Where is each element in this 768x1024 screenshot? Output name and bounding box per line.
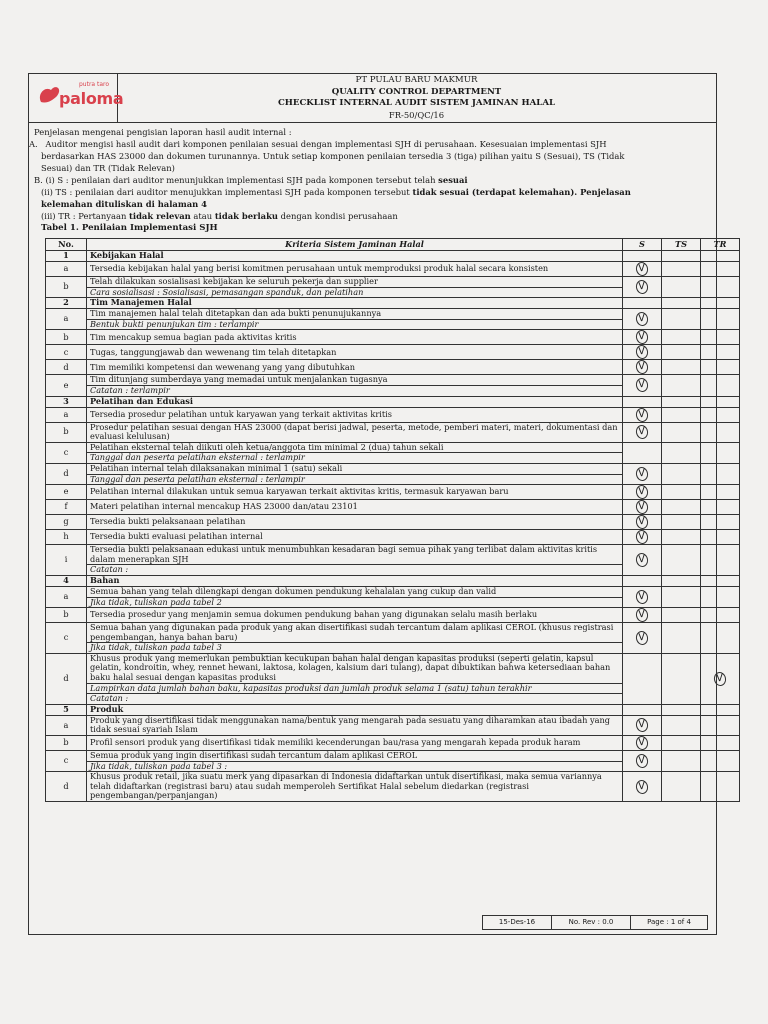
cell-ts [662,298,701,309]
check-mark-icon: V [635,630,650,646]
criteria-letter: d [46,360,87,375]
criteria-letter: d [46,653,87,704]
cell-tr [701,463,740,484]
criteria-letter: a [46,407,87,422]
cell-ts [662,422,701,442]
cell-ts [662,442,701,463]
cell-tr [701,772,740,802]
cell-s [623,396,662,407]
cell-tr [701,309,740,330]
cell-s [623,736,662,751]
department-name: QUALITY CONTROL DEPARTMENT [331,86,502,97]
cell-ts [662,463,701,484]
table-row [46,463,740,474]
criteria-note: Jika tidak, tuliskan pada tabel 2 [87,597,623,608]
cell-ts [662,623,701,654]
instruction-b-ii-bold2: kelemahan dituliskan di halaman 4 [41,199,207,209]
table-row [46,586,740,597]
check-mark-icon: V [713,671,728,687]
check-mark-icon: V [635,717,650,733]
cell-ts [662,586,701,607]
table-title: Tabel 1. Penilaian Implementasi SJH [41,223,218,233]
table-row [46,277,740,288]
cell-ts [662,715,701,735]
cell-s [623,704,662,715]
cell-s [623,575,662,586]
section-row [46,704,740,715]
logo-tagline: putra taro [79,81,110,88]
criteria-text: Pelatihan eksternal telah diikuti oleh ketua/anggota tim minimal 2 (dua) tahun sekali [87,442,623,453]
criteria-note: Cara sosialisasi : Sosialisasi, pemasangan spanduk, dan pelatihan [87,287,623,298]
criteria-note: Jika tidak, tuliskan pada tabel 3 : [87,761,623,772]
instruction-a-line1: Auditor mengisi hasil audit dari komponen penilaian sesuai dengan implementasi SJH di perusahaan. Kesesuaian implementasi SJH [45,139,607,149]
cell-tr [701,375,740,396]
check-mark-icon: V [635,753,650,769]
criteria-letter: d [46,463,87,484]
cell-ts [662,545,701,576]
criteria-letter: a [46,262,87,277]
table-row [46,262,740,277]
table-row [46,715,740,735]
criteria-letter: a [46,309,87,330]
check-mark-icon: V [635,529,650,545]
cell-s [623,442,662,463]
instruction-b-iii-post: dengan kondisi perusahaan [280,211,398,221]
cell-ts [662,309,701,330]
cell-s [623,345,662,360]
instruction-a-line2: berdasarkan HAS 23000 dan dokumen turunannya. Untuk setiap komponen penilaian tersedia 3 (tiga) pilihan yaitu S (Sesuai), TS (Tidak [41,151,625,161]
criteria-note: Tanggal dan peserta pelatihan eksternal : terlampir [87,474,623,485]
table-row [46,653,740,683]
table-row [46,772,740,802]
company-name: PT PULAU BARU MAKMUR [355,75,478,85]
cell-s [623,330,662,345]
table-row [46,623,740,643]
criteria-letter: c [46,442,87,463]
instruction-b-i [34,174,716,186]
criteria-note: Bentuk bukti penunjukan tim : terlampir [87,319,623,330]
cell-ts [662,330,701,345]
cell-s [623,422,662,442]
criteria-letter: c [46,345,87,360]
criteria-text: Materi pelatihan internal mencakup HAS 23000 dan/atau 23101 [87,500,623,515]
criteria-text: Tim ditunjang sumberdaya yang memadai untuk menjalankan tugasnya [87,375,623,386]
criteria-text: Tim memiliki kompetensi dan wewenang yang yang dibutuhkan [87,360,623,375]
instruction-a [29,138,716,150]
cell-ts [662,608,701,623]
criteria-letter: b [46,422,87,442]
check-mark-icon: V [635,484,650,500]
criteria-text: Tersedia bukti pelaksanaan edukasi untuk menumbuhkan kesadaran bagi semua pihak yang terlibat dalam aktivitas kritis dalam menerapkan SJH [87,545,623,565]
cell-s [623,586,662,607]
criteria-text: Tersedia bukti pelaksanaan pelatihan [87,515,623,530]
cell-s [623,309,662,330]
instruction-b-ii-text: (ii) TS : penilaian dari auditor menujukkan implementasi SJH pada komponen tersebut [41,187,410,197]
cell-tr [701,515,740,530]
criteria-text: Semua bahan yang digunakan pada produk yang akan disertifikasi sudah tercantum dalam aplikasi CEROL (khusus registrasi pengembangan, hanya bahan baru) [87,623,623,643]
check-mark-icon: V [635,377,650,393]
instruction-a-letter: A. [29,139,38,149]
col-header-tr: TR [701,239,740,251]
cell-tr [701,442,740,463]
cell-ts [662,500,701,515]
section-title: Produk [87,704,623,715]
cell-s [623,530,662,545]
table-row [46,309,740,320]
criteria-letter: b [46,330,87,345]
cell-ts [662,530,701,545]
instruction-b-ii-bold: tidak sesuai (terdapat kelemahan). Penjelasan [412,187,631,197]
criteria-text: Tim mencakup semua bagian pada aktivitas kritis [87,330,623,345]
cell-tr [701,704,740,715]
check-mark-icon: V [635,344,650,360]
cell-ts [662,360,701,375]
section-row [46,396,740,407]
criteria-letter: a [46,586,87,607]
section-number: 1 [46,251,87,262]
check-mark-icon: V [635,735,650,751]
cell-ts [662,772,701,802]
criteria-letter: b [46,608,87,623]
criteria-text: Semua bahan yang telah dilengkapi dengan dokumen pendukung kehalalan yang cukup dan valid [87,586,623,597]
criteria-letter: b [46,736,87,751]
checklist-table [45,238,740,802]
cell-s [623,545,662,576]
cell-s [623,463,662,484]
check-mark-icon: V [635,279,650,295]
instruction-b-iii-bold2: tidak berlaku [214,211,278,221]
document-frame [28,73,727,935]
cell-tr [701,530,740,545]
cell-s [623,360,662,375]
check-mark-icon: V [635,499,650,515]
table-row [46,608,740,623]
cell-s [623,375,662,396]
cell-s [623,772,662,802]
cell-s [623,623,662,654]
instruction-b-iii [34,210,716,222]
cell-s [623,751,662,772]
check-mark-icon: V [635,552,650,568]
table-row [46,515,740,530]
instruction-a-line3: Sesuai) dan TR (Tidak Relevan) [41,163,175,173]
document-header [29,74,716,123]
col-header-criteria: Kriteria Sistem Jaminan Halal [87,239,623,251]
criteria-text: Prosedur pelatihan sesuai dengan HAS 23000 (dapat berisi jadwal, peserta, metode, pemberi materi, materi, dokumentasi dan evaluasi kelulusan) [87,422,623,442]
cell-tr [701,330,740,345]
cell-tr [701,251,740,262]
cell-ts [662,277,701,298]
cell-tr [701,653,740,704]
check-mark-icon: V [635,311,650,327]
criteria-letter: d [46,772,87,802]
criteria-note: Catatan : terlampir [87,385,623,396]
footer-date: 15-Des-16 [483,916,552,929]
criteria-text: Tersedia prosedur pelatihan untuk karyawan yang terkait aktivitas kritis [87,407,623,422]
criteria-text: Semua produk yang ingin disertifikasi sudah tercantum dalam aplikasi CEROL [87,751,623,762]
instruction-b-iii-mid: atau [193,211,213,221]
criteria-text: Tersedia prosedur yang menjamin semua dokumen pendukung bahan yang digunakan selalu masih berlaku [87,608,623,623]
section-title: Kebijakan Halal [87,251,623,262]
table-row [46,360,740,375]
cell-tr [701,623,740,654]
cell-tr [701,396,740,407]
cell-tr [701,575,740,586]
criteria-text: Tersedia bukti evaluasi pelatihan internal [87,530,623,545]
check-mark-icon: V [635,514,650,530]
company-logo [29,74,124,122]
check-mark-icon: V [635,779,650,795]
table-row [46,736,740,751]
criteria-text: Produk yang disertifikasi tidak menggunakan nama/bentuk yang mengarah pada sesuatu yang diharamkan atau ibadah yang tidak sesuai syariah Islam [87,715,623,735]
cell-tr [701,360,740,375]
table-row [46,530,740,545]
cell-s [623,298,662,309]
cell-s [623,500,662,515]
cell-ts [662,375,701,396]
cell-tr [701,586,740,607]
cell-ts [662,345,701,360]
check-mark-icon: V [635,406,650,422]
criteria-text: Khusus produk yang memerlukan pembuktian kecukupan bahan halal dengan kapasitas produksi (seperti gelatin, kapsul gelatin, kondroitin, whey, rennet hewani, laktosa, kolagen, kalsium dari tulang), dapat dibuktikan bahwa ketersediaan bahan baku halal sesuai dengan kapasitas produksi [87,653,623,683]
section-number: 2 [46,298,87,309]
criteria-note: Jika tidak, tuliskan pada tabel 3 [87,643,623,654]
cell-ts [662,704,701,715]
cell-tr [701,545,740,576]
instruction-b-iii-pre: (iii) TR : Pertanyaan [41,211,127,221]
instruction-b-ii [34,186,716,198]
instruction-b-ii-cont [34,198,716,210]
criteria-note: Tanggal dan peserta pelatihan eksternal : terlampir [87,453,623,464]
table-row [46,545,740,565]
criteria-text: Tersedia kebijakan halal yang berisi komitmen perusahaan untuk memproduksi produk halal secara konsisten [87,262,623,277]
criteria-text: Profil sensori produk yang disertifikasi tidak memiliki kecenderungan bau/rasa yang mengarah kepada produk haram [87,736,623,751]
criteria-text: Khusus produk retail, jika suatu merk yang dipasarkan di Indonesia didaftarkan untuk disertifikasi, maka semua variannya telah didaftarkan (registrasi baru) atau sudah memperoleh Sertifikat Halal sebelum diedarkan (registrasi pengembangan/perpanjangan) [87,772,623,802]
cell-ts [662,751,701,772]
table-row [46,500,740,515]
criteria-text: Tim manajemen halal telah ditetapkan dan ada bukti penunujukannya [87,309,623,320]
instructions-lead: Penjelasan mengenai pengisian laporan hasil audit internal : [34,127,292,137]
check-mark-icon: V [635,424,650,440]
cell-s [623,715,662,735]
cell-tr [701,736,740,751]
cell-tr [701,345,740,360]
cell-tr [701,407,740,422]
section-title: Bahan [87,575,623,586]
criteria-note: Catatan : [87,565,623,576]
table-row [46,751,740,762]
footer-page: Page : 1 of 4 [647,918,691,926]
table-row [46,442,740,453]
check-mark-icon: V [635,589,650,605]
table-row [46,485,740,500]
instruction-b-i-bold: sesuai [438,175,468,185]
cell-tr [701,422,740,442]
section-number: 3 [46,396,87,407]
col-header-no: No. [46,239,87,251]
cell-tr [701,262,740,277]
cell-tr [701,298,740,309]
cell-s [623,251,662,262]
criteria-note: Lampirkan data jumlah bahan baku, kapasitas produksi dan jumlah produk selama 1 (satu) tahun terakhir [87,683,623,694]
table-row [46,345,740,360]
section-title: Pelatihan dan Edukasi [87,396,623,407]
checklist-body [46,251,740,802]
criteria-text: Telah dilakukan sosialisasi kebijakan ke seluruh pekerja dan supplier [87,277,623,288]
cell-ts [662,653,701,704]
cell-ts [662,485,701,500]
cell-ts [662,575,701,586]
cell-s [623,277,662,298]
cell-tr [701,608,740,623]
cell-tr [701,500,740,515]
footer-revision: No. Rev : 0.0 [552,916,631,929]
criteria-letter: i [46,545,87,576]
document-footer [482,915,708,930]
title-block [117,74,716,122]
criteria-letter: h [46,530,87,545]
criteria-letter: e [46,485,87,500]
table-row [46,422,740,442]
check-mark-icon: V [635,329,650,345]
criteria-text: Pelatihan internal dilakukan untuk semua karyawan terkait aktivitas kritis, termasuk karyawan baru [87,485,623,500]
cell-s [623,515,662,530]
cell-s [623,485,662,500]
check-mark-icon: V [635,607,650,623]
criteria-letter: a [46,715,87,735]
section-row [46,298,740,309]
instruction-b-iii-bold1: tidak relevan [129,211,191,221]
cell-s [623,407,662,422]
cell-tr [701,277,740,298]
check-mark-icon: V [635,466,650,482]
criteria-text: Tugas, tanggungjawab dan wewenang tim telah ditetapkan [87,345,623,360]
cell-tr [701,751,740,772]
cell-s [623,262,662,277]
instruction-b-letter: B. [34,175,43,185]
criteria-note: Catatan : [87,694,623,705]
document-title: CHECKLIST INTERNAL AUDIT SISTEM JAMINAN HALAL [277,98,556,108]
cell-ts [662,515,701,530]
section-number: 4 [46,575,87,586]
section-number: 5 [46,704,87,715]
criteria-letter: c [46,623,87,654]
table-row [46,407,740,422]
cell-ts [662,251,701,262]
col-header-s: S [623,239,662,251]
criteria-letter: b [46,277,87,298]
table-row [46,330,740,345]
instruction-b-i-text: (i) S : penilaian dari auditor menunjukkan implementasi SJH pada komponen tersebut telah [45,175,436,185]
section-row [46,251,740,262]
cell-ts [662,396,701,407]
cell-ts [662,736,701,751]
section-title: Tim Manajemen Halal [87,298,623,309]
check-mark-icon: V [635,359,650,375]
section-row [46,575,740,586]
cell-ts [662,407,701,422]
cell-tr [701,715,740,735]
table-row [46,375,740,386]
cell-s [623,608,662,623]
criteria-letter: g [46,515,87,530]
criteria-letter: c [46,751,87,772]
cell-tr [701,485,740,500]
col-header-ts: TS [662,239,701,251]
criteria-letter: e [46,375,87,396]
cell-s [623,653,662,704]
table-header-row [46,239,740,251]
instructions [29,126,716,234]
check-mark-icon: V [635,261,650,277]
criteria-text: Pelatihan internal telah dilaksanakan minimal 1 (satu) sekali [87,463,623,474]
logo-wordmark: paloma [59,89,124,108]
cell-ts [662,262,701,277]
document-code: FR-50/QC/16 [388,109,445,120]
criteria-letter: f [46,500,87,515]
